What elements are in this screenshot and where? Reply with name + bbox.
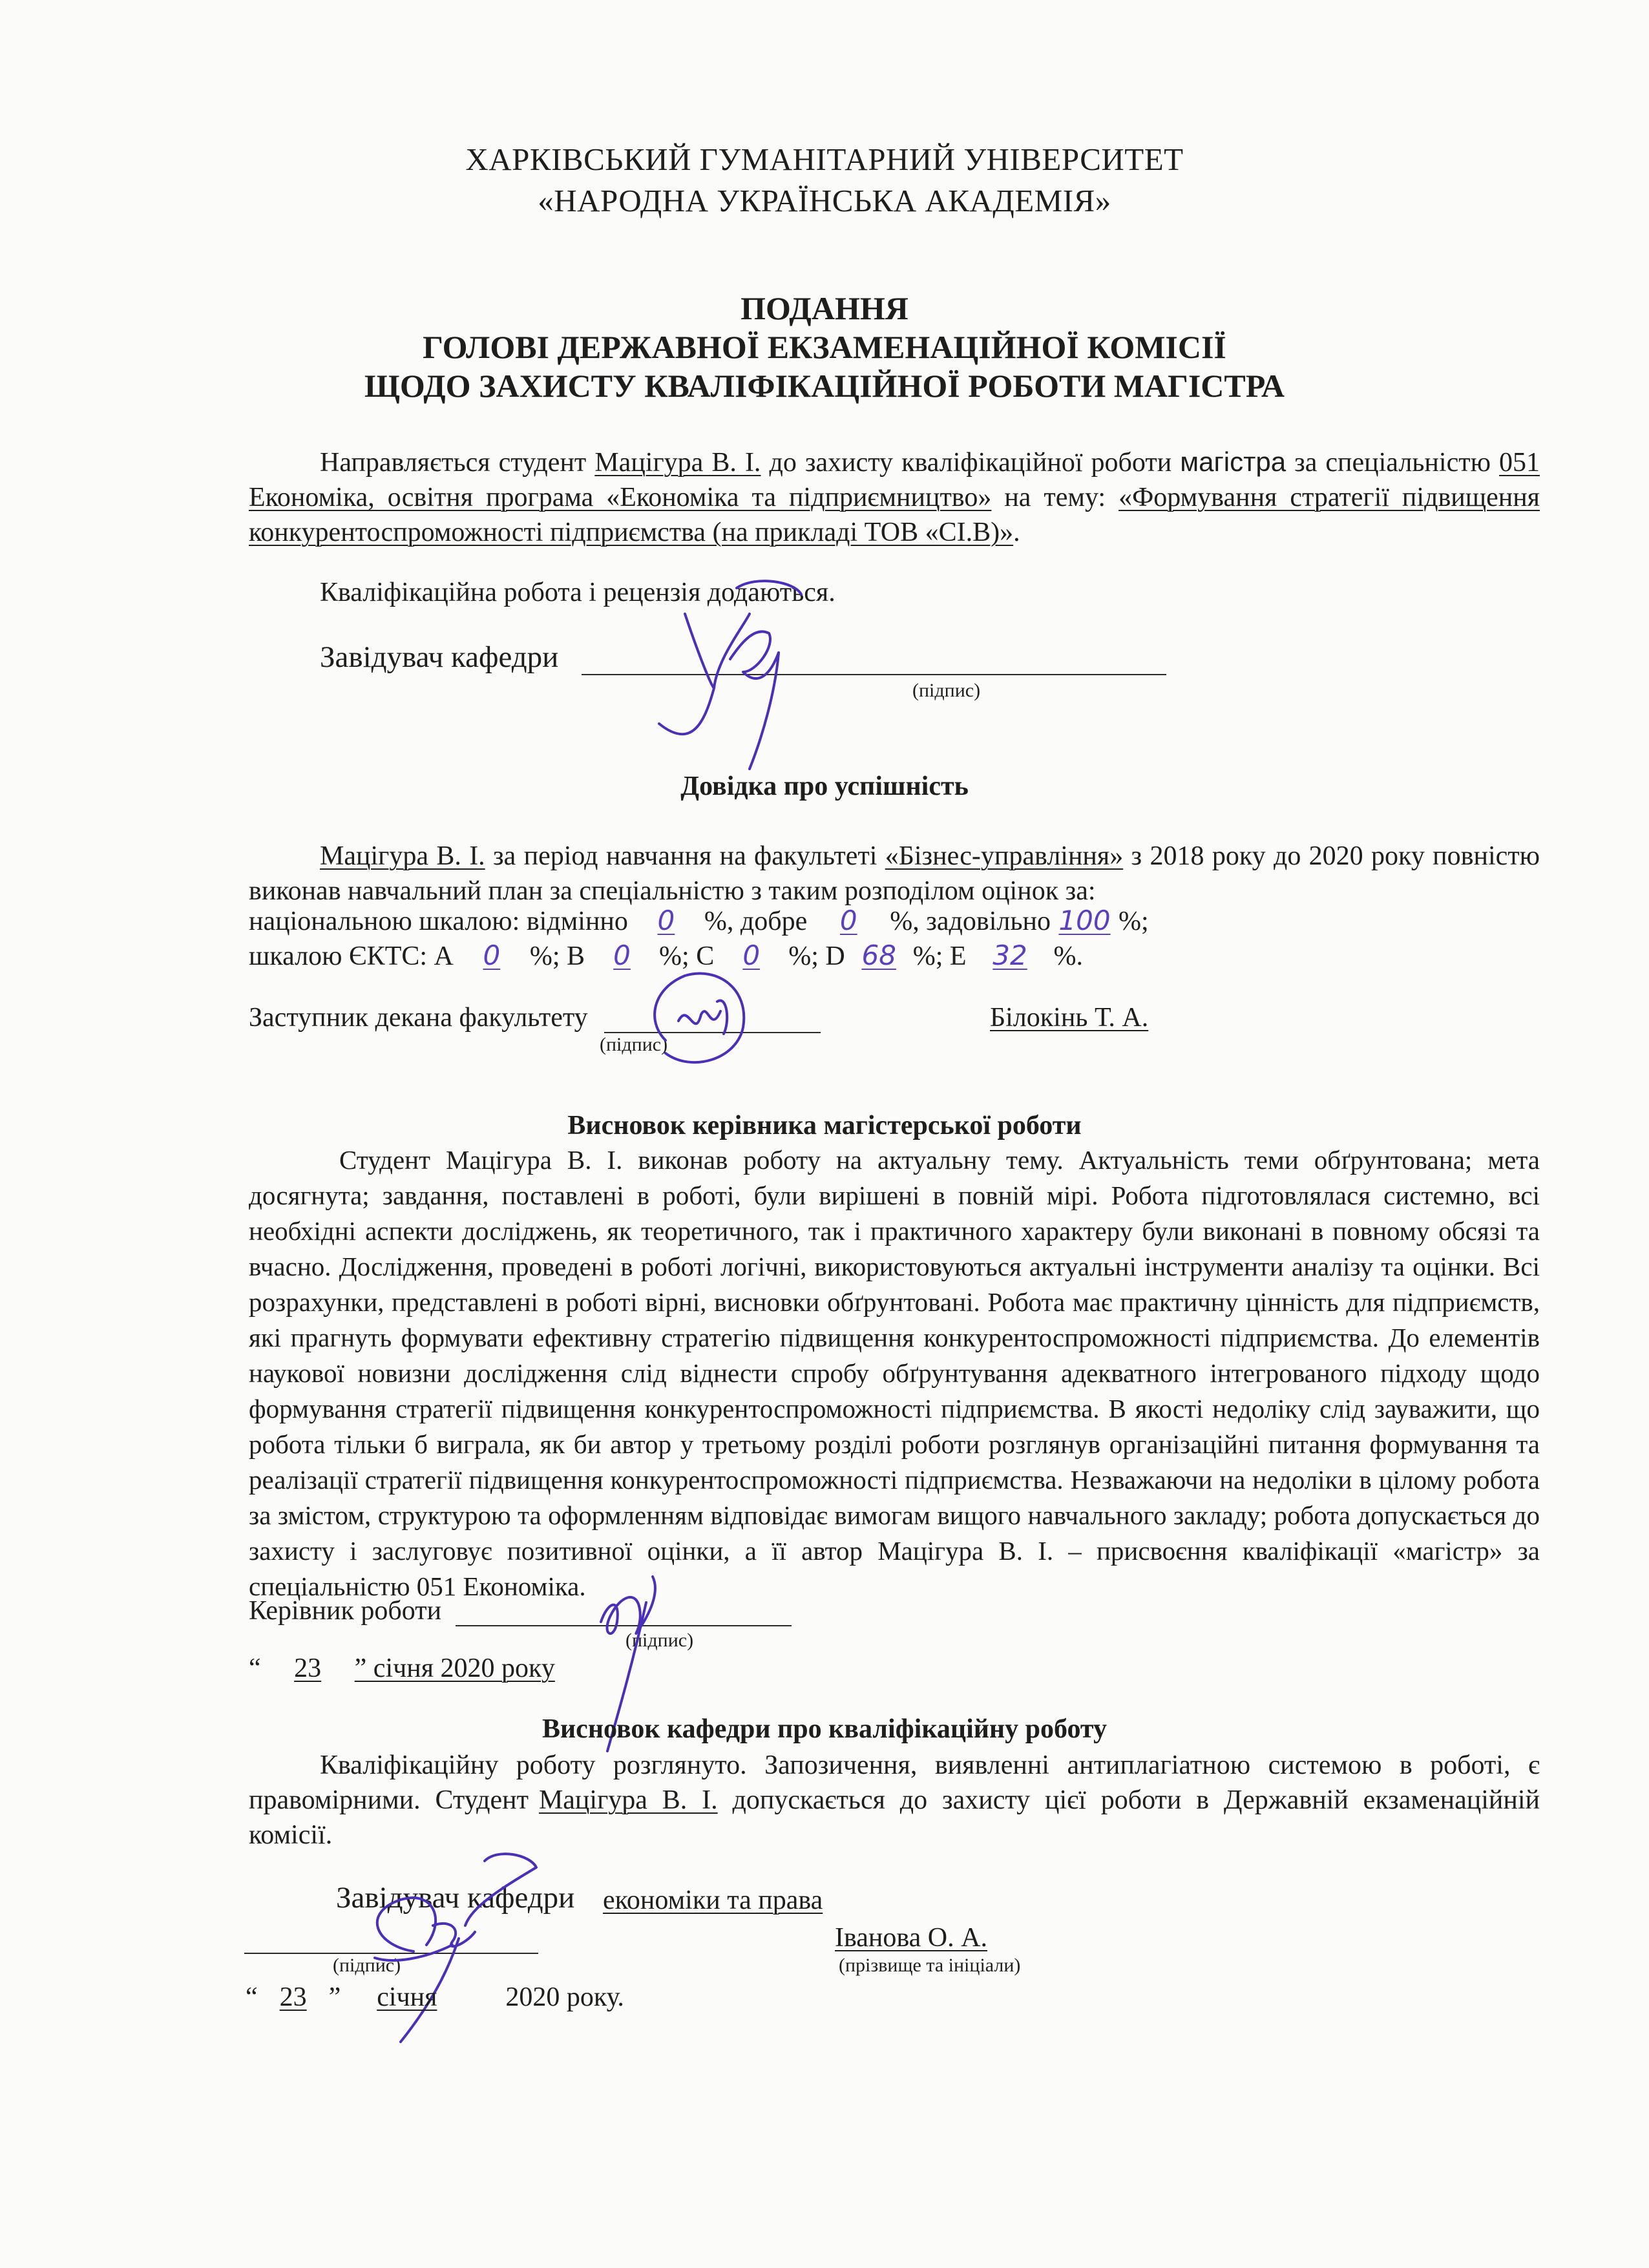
- grade-good: 0: [839, 905, 857, 936]
- grade-e: 32: [993, 940, 1027, 971]
- department-date-month: січня: [377, 1982, 437, 2012]
- document-title-line2: ГОЛОВІ ДЕРЖАВНОЇ ЕКЗАМЕНАЦІЙНОЇ КОМІСІЇ: [423, 329, 1226, 365]
- head-of-department-signature: [646, 575, 814, 769]
- attachments-note: Кваліфікаційна робота і рецензія додаються.: [320, 578, 835, 607]
- ects-label: шкалою ЄКТС: А: [249, 941, 454, 971]
- deputy-signature-caption: (підпис): [600, 1034, 668, 1055]
- document-title-line3: ЩОДО ЗАХИСТУ КВАЛІФІКАЦІЙНОЇ РОБОТИ МАГІСТРА: [364, 368, 1285, 404]
- deputy-dean-signature: [640, 963, 769, 1079]
- department-conclusion-heading: Висновок кафедри про кваліфікаційну роботу: [541, 1714, 1108, 1744]
- student-name: Мацігура В. І.: [594, 448, 761, 478]
- department-head-name: Іванова О. А.: [835, 1923, 987, 1953]
- deputy-dean-label: Заступник декана факультету: [249, 1003, 588, 1033]
- supervisor-signature-caption: (підпис): [625, 1630, 694, 1651]
- referral-text-5: .: [1013, 518, 1020, 547]
- supervisor-date-open: “: [249, 1654, 261, 1683]
- grade-satisfactory: 100: [1058, 905, 1111, 936]
- department-date: [246, 1980, 624, 2015]
- university-name-line1: ХАРКІВСЬКИЙ ГУМАНІТАРНИЙ УНІВЕРСИТЕТ: [465, 142, 1184, 177]
- department-head-label: Завідувач кафедри: [336, 1881, 575, 1915]
- performance-heading: Довідка про успішність: [680, 772, 969, 801]
- department-student-name: Мацігура В. І.: [538, 1785, 718, 1815]
- grade-c: 0: [742, 940, 761, 971]
- supervisor-label: Керівник роботи: [249, 1596, 442, 1626]
- satisfactory-label: %, задовільно: [890, 907, 1051, 936]
- percent-semicolon: %;: [1118, 907, 1149, 936]
- department-head-signature-caption: (підпис): [333, 1955, 401, 1976]
- performance-text-1: за період навчання на факультеті: [485, 841, 885, 871]
- department-date-day: 23: [279, 1982, 307, 2012]
- b-label: %; B: [529, 941, 585, 971]
- document-title-line1: ПОДАННЯ: [740, 290, 909, 326]
- faculty-name: «Бізнес-управління»: [885, 841, 1124, 871]
- grade-excellent: 0: [657, 905, 675, 936]
- department-head-name-caption: (прізвище та ініціали): [839, 1955, 1021, 1976]
- good-label: %, добре: [704, 907, 808, 936]
- department-date-mid: ”: [328, 1982, 341, 2012]
- national-scale-row: [249, 903, 1149, 939]
- supervisor-conclusion-heading: Висновок керівника магістерської роботи: [567, 1111, 1082, 1140]
- department-text-1: Кваліфікаційну роботу розглянуто. Запозичення, виявленні антиплагіатною системою в роботі, є правомірними. Студент: [249, 1750, 1540, 1815]
- department-text-2: допускається до захисту цієї роботи в Державній екзаменаційній комісії.: [249, 1785, 1540, 1850]
- department-conclusion-text: [249, 1748, 1540, 1853]
- thesis-topic: «Формування стратегії підвищення конкурентоспроможності підприємства (на прикладі ТОВ «СІ.В)»: [249, 483, 1540, 547]
- performance-paragraph: [249, 839, 1540, 908]
- supervisor-date-day: 23: [294, 1654, 322, 1683]
- e-label: %; E: [912, 941, 967, 971]
- referral-text-1: Направляється студент: [320, 448, 595, 478]
- d-label: %; D: [788, 941, 845, 971]
- performance-text-2: з 2018 року до 2020 року повністю виконав навчальний план за спеціальністю з таким розподілом оцінок за:: [249, 841, 1540, 906]
- referral-text-3: за спеціальністю: [1286, 448, 1500, 478]
- referral-paragraph: [249, 445, 1540, 550]
- grade-a: 0: [483, 940, 501, 971]
- c-label: %; C: [659, 941, 715, 971]
- signature-caption: (підпис): [912, 680, 981, 701]
- degree: магістра: [1180, 446, 1287, 477]
- supervisor-conclusion-text: Студент Мацігура В. І. виконав роботу на актуальну тему. Актуальність теми обґрунтована; мета досягнута; завдання, поставлені в роботі, були вирішені в повній мірі. Робота підготовлялася системно, всі необхідні аспекти досліджень, як теоретичного, так і практичного характеру були виконані в повному обсязі та вчасно. Дослідження, проведені в роботі логічні, використовуються актуальні інструменти аналізу та оцінки. Всі розрахунки, представлені в роботі вірні, висновки обґрунтовані. Робота має практичну цінність для підприємств, які прагнуть формувати ефективну стратегію підвищення конкурентоспроможності підприємства. До елементів наукової новизни дослідження слід віднести спробу обґрунтування адекватного інтегрованого підходу щодо формування стратегії підвищення конкурентоспроможності підприємства. В якості недоліку слід зауважити, що робота тільки б виграла, як би автор у третьому розділі роботи розглянув організаційні питання формування та реалізації стратегії підвищення конкурентоспроможності підприємства. Незважаючи на недоліки в цілому робота за змістом, структурою та оформленням відповідає вимогам вищого навчального закладу; робота допускається до захисту і заслуговує позитивної оцінки, а її автор Мацігура В. І. – присвоєння кваліфікації «магістр» за спеціальністю 051 Економіка.: [249, 1145, 1540, 1601]
- grade-b: 0: [613, 940, 631, 971]
- referral-text-4: на тему:: [991, 483, 1119, 512]
- end-percent: %.: [1053, 941, 1084, 971]
- referral-text-2: до захисту кваліфікаційної роботи: [761, 448, 1181, 478]
- supervisor-date-rest: ” січня 2020 року: [354, 1654, 555, 1683]
- specialty: 051 Економіка, освітня програма «Економіка та підприємництво»: [249, 448, 1540, 512]
- supervisor-date: [249, 1651, 555, 1686]
- performance-student-name: Мацігура В. І.: [320, 841, 485, 871]
- department-date-open: “: [246, 1982, 258, 2012]
- university-name-line2: «НАРОДНА УКРАЇНСЬКА АКАДЕМІЯ»: [538, 183, 1111, 218]
- department-date-year: 2020 року.: [505, 1982, 624, 2012]
- grade-d: 68: [861, 940, 896, 971]
- department-name: економіки та права: [603, 1885, 823, 1915]
- national-scale-label: національною шкалою: відмінно: [249, 907, 628, 936]
- head-of-department-label: Завідувач кафедри: [320, 640, 559, 674]
- deputy-dean-name: Білокінь Т. А.: [990, 1003, 1149, 1033]
